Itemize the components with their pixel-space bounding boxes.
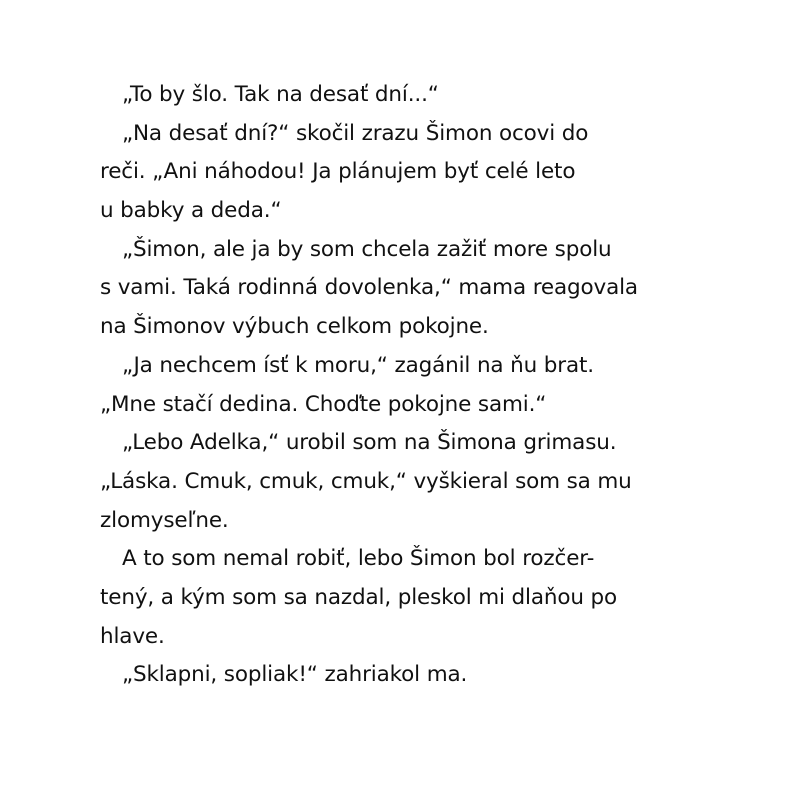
text-line: s vami. Taká rodinná dovolenka,“ mama reagovala	[100, 275, 638, 301]
text-line: „Sklapni, sopliak!“ zahriakol ma.	[122, 662, 468, 688]
text-line: „Šimon, ale ja by som chcela zažiť more spolu	[122, 236, 612, 262]
text-line: hlave.	[100, 623, 165, 649]
body-text	[100, 76, 720, 695]
text-line: reči. „Ani náhodou! Ja plánujem byť celé leto	[100, 159, 576, 185]
text-line: tený, a kým som sa nazdal, pleskol mi dlaňou po	[100, 584, 618, 610]
text-line: „Lebo Adelka,“ urobil som na Šimona grimasu.	[122, 430, 617, 456]
text-line: „Na desať dní?“ skočil zrazu Šimon ocovi do	[122, 120, 589, 146]
text-line: A to som nemal robiť, lebo Šimon bol rozčer-	[122, 546, 595, 572]
text-line: „Ja nechcem ísť k moru,“ zagánil na ňu brat.	[122, 352, 594, 378]
text-line: zlomyseľne.	[100, 507, 229, 533]
text-line: „Mne stačí dedina. Choďte pokojne sami.“	[100, 391, 547, 417]
text-line: „Láska. Cmuk, cmuk, cmuk,“ vyškieral som sa mu	[100, 468, 632, 494]
text-line: „To by šlo. Tak na desať dní...“	[122, 82, 439, 107]
text-line: u babky a deda.“	[100, 198, 282, 224]
text-line: na Šimonov výbuch celkom pokojne.	[100, 314, 489, 340]
